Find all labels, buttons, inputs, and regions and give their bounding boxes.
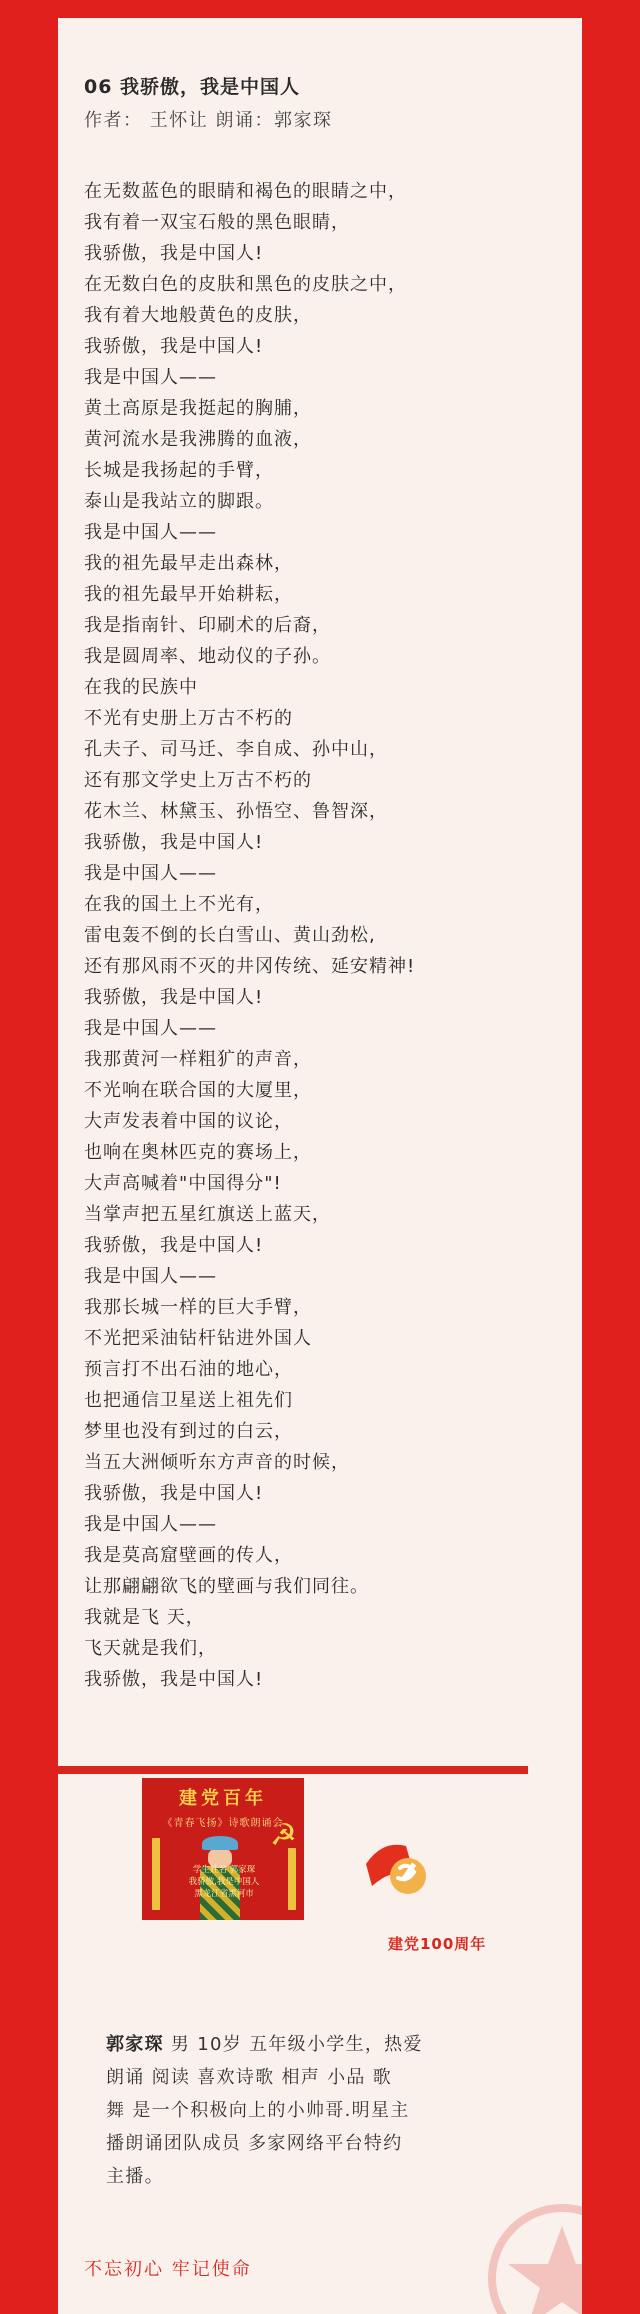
poster-tower-right: [288, 1848, 296, 1910]
poem-line: 不光把采油钻杆钻进外国人: [84, 1328, 312, 1349]
poem-line: 我是圆周率、地动仪的子孙。: [84, 646, 331, 667]
poem-line: 还有那文学史上万古不朽的: [84, 770, 312, 791]
poem-line: 我那长城一样的巨大手臂，: [84, 1297, 312, 1318]
hammer-sickle-icon: ☭: [270, 1818, 297, 1853]
poem-line: 在无数蓝色的眼睛和褐色的眼睛之中，: [84, 181, 407, 202]
poem-line: 黄土高原是我挺起的胸脯，: [84, 398, 312, 419]
poem-line: 我骄傲，我是中国人!: [84, 987, 264, 1008]
star-emblem-icon: [482, 2198, 582, 2314]
poster-tower-left: [152, 1838, 160, 1910]
poem-line: 也把通信卫星送上祖先们: [84, 1390, 293, 1411]
poem-line: 飞天就是我们，: [84, 1638, 217, 1659]
poem-line: 花木兰、林黛玉、孙悟空、鲁智深，: [84, 801, 388, 822]
poem-line: 大声高喊着"中国得分"!: [84, 1173, 282, 1194]
poem-line: 我是中国人——: [84, 1018, 217, 1039]
poem-line: 让那翩翩欲飞的壁画与我们同往。: [84, 1576, 369, 1597]
poster-child-hat: [202, 1836, 238, 1850]
divider-rule: [58, 1766, 528, 1774]
poem-line: 黄河流水是我沸腾的血液，: [84, 429, 312, 450]
poem-line: 在我的民族中: [84, 677, 198, 698]
poem-line: 泰山是我站立的脚跟。: [84, 491, 274, 512]
reciter-name: 郭家琛: [106, 2034, 164, 2055]
poem-line: 在无数白色的皮肤和黑色的皮肤之中，: [84, 274, 407, 295]
poem-line: 我骄傲，我是中国人!: [84, 1483, 264, 1504]
bio-line: 朗诵 阅读 喜欢诗歌 相声 小品 歌: [106, 2067, 393, 2088]
poem-line: 我是中国人——: [84, 1266, 217, 1287]
poem-line: 我骄傲，我是中国人!: [84, 243, 264, 264]
poem-line: 我骄傲，我是中国人!: [84, 1235, 264, 1256]
poem-line: 雷电轰不倒的长白雪山、黄山劲松,: [84, 925, 376, 946]
article-card: [58, 18, 582, 2314]
poem-line: 在我的国土上不光有，: [84, 894, 274, 915]
article-title: 06 我骄傲，我是中国人: [84, 76, 301, 98]
poem-line: 我是中国人——: [84, 863, 217, 884]
poem-line: 我是中国人——: [84, 1514, 217, 1535]
poster-info-line: 黑龙江省黑河市: [194, 1889, 254, 1899]
poem-line: 我就是飞 天，: [84, 1607, 205, 1628]
poem-line: 我有着一双宝石般的黑色眼睛，: [84, 212, 350, 233]
poem-line: 我骄傲，我是中国人!: [84, 832, 264, 853]
party-flag-icon: [362, 1834, 434, 1906]
poem-line: 我骄傲，我是中国人!: [84, 1669, 264, 1690]
bio-text: 男 10岁 五年级小学生，热爱: [163, 2034, 423, 2055]
bio-line: 播朗诵团队成员 多家网络平台特约: [106, 2133, 403, 2154]
poem-line: 孔夫子、司马迁、李自成、孙中山，: [84, 739, 388, 760]
reciter-bio: [106, 2028, 502, 2193]
poem-line: 我有着大地般黄色的皮肤，: [84, 305, 312, 326]
poem-line: 大声发表着中国的议论，: [84, 1111, 293, 1132]
poem-line: 我的祖先最早走出森林，: [84, 553, 293, 574]
poem-line: 当掌声把五星红旗送上蓝天，: [84, 1204, 331, 1225]
poem-line: 当五大洲倾听东方声音的时候，: [84, 1452, 350, 1473]
poem-line: 不光有史册上万古不朽的: [84, 708, 293, 729]
poem-line: 我是中国人——: [84, 522, 217, 543]
poem-line: 预言打不出石油的地心，: [84, 1359, 293, 1380]
poem-body: [84, 176, 564, 1695]
bio-line: 主播。: [106, 2166, 164, 2187]
bio-line: 舞 是一个积极向上的小帅哥.明星主: [106, 2100, 410, 2121]
recital-poster-image[interactable]: [142, 1778, 304, 1920]
bio-line: [106, 2028, 502, 2061]
poem-line: 我的祖先最早开始耕耘，: [84, 584, 293, 605]
poster-info-line: 学生姓名 郭家琛: [192, 1865, 256, 1875]
poster-info: [174, 1864, 274, 1900]
poem-line: 我是指南针、印刷术的后裔，: [84, 615, 331, 636]
poem-line: 我是莫高窟壁画的传人，: [84, 1545, 293, 1566]
poem-line: 我骄傲，我是中国人!: [84, 336, 264, 357]
slogan: 不忘初心 牢记使命: [84, 2259, 252, 2280]
poster-heading: 建党百年: [179, 1788, 267, 1809]
anniversary-caption: 建党100周年: [388, 1935, 487, 1953]
poster-subtitle: 《青春飞扬》诗歌朗诵会: [162, 1818, 284, 1829]
poem-line: 还有那风雨不灭的井冈传统、延安精神!: [84, 956, 416, 977]
poem-line: 我是中国人——: [84, 367, 217, 388]
poem-line: 不光响在联合国的大厦里，: [84, 1080, 312, 1101]
poster-info-line: 我骄傲,我是中国人: [188, 1877, 260, 1887]
poem-line: 也响在奥林匹克的赛场上，: [84, 1142, 312, 1163]
poem-line: 长城是我扬起的手臂，: [84, 460, 274, 481]
author-line: 作者： 王怀让 朗诵：郭家琛: [84, 110, 333, 131]
poem-line: 梦里也没有到过的白云，: [84, 1421, 293, 1442]
poem-line: 我那黄河一样粗犷的声音，: [84, 1049, 312, 1070]
